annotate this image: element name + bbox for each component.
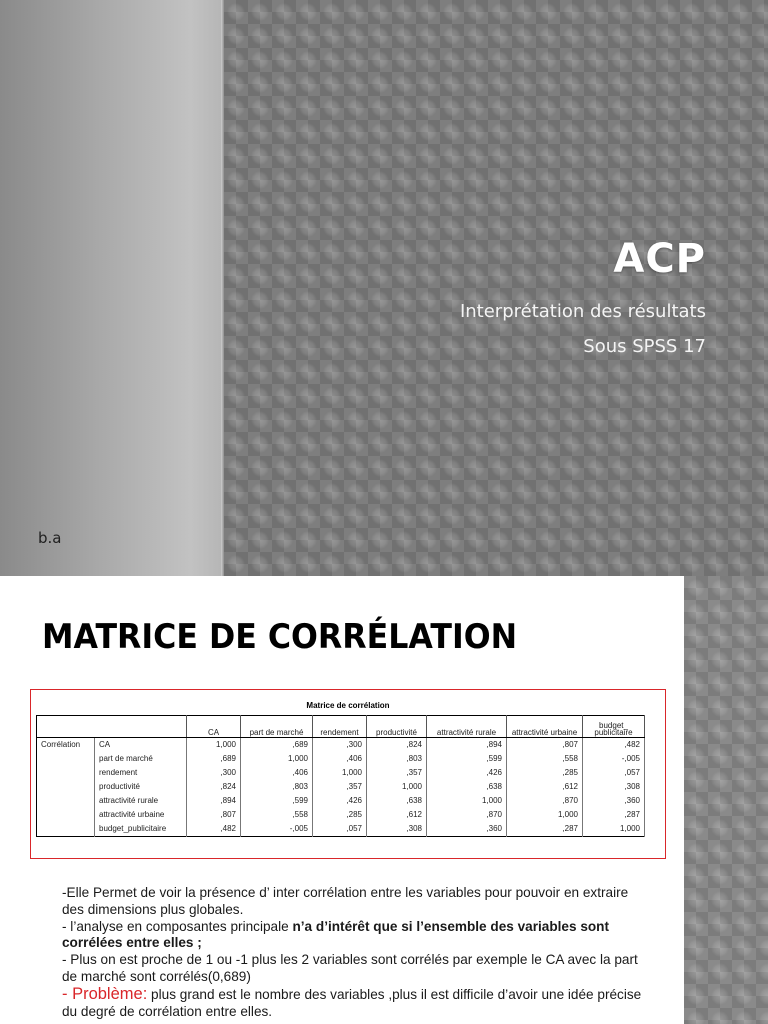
slide-patterned-panel xyxy=(224,0,768,576)
table-cell: ,894 xyxy=(187,794,241,808)
table-cell: ,824 xyxy=(367,738,427,752)
table-cell: ,599 xyxy=(427,752,507,766)
table-cell: ,406 xyxy=(241,766,313,780)
row-label: part de marché xyxy=(95,752,187,766)
table-cell: ,599 xyxy=(241,794,313,808)
paragraph xyxy=(62,986,647,1021)
table-row xyxy=(37,738,645,752)
table-cell: ,308 xyxy=(583,780,645,794)
table-cell: ,803 xyxy=(241,780,313,794)
table-frame xyxy=(30,689,666,859)
table-cell: ,894 xyxy=(427,738,507,752)
row-group-label xyxy=(37,752,95,766)
row-group-label xyxy=(37,822,95,836)
table-cell: -,005 xyxy=(241,822,313,836)
column-header: part de marché xyxy=(241,716,313,738)
table-cell: ,807 xyxy=(507,738,583,752)
table-cell: ,824 xyxy=(187,780,241,794)
table-cell: 1,000 xyxy=(427,794,507,808)
column-header: budget_ publicitaire xyxy=(583,716,645,738)
table-body xyxy=(37,738,645,837)
table-header-row xyxy=(37,716,645,738)
table-cell: ,638 xyxy=(367,794,427,808)
table-caption: Matrice de corrélation xyxy=(306,701,390,710)
table-row xyxy=(37,794,645,808)
column-header: CA xyxy=(187,716,241,738)
row-label: budget_publicitaire xyxy=(95,822,187,836)
table-cell: ,285 xyxy=(507,766,583,780)
table-cell: 1,000 xyxy=(507,808,583,822)
row-label: productivité xyxy=(95,780,187,794)
correlation-slide xyxy=(0,576,768,1024)
paragraph: - Plus on est proche de 1 ou -1 plus les 2 variables sont corrélés par exemple le CA avec la part de marché sont corrélés(0,689) xyxy=(62,952,638,984)
explanation-text xyxy=(62,885,647,1020)
table-cell: ,287 xyxy=(507,822,583,836)
table-cell: 1,000 xyxy=(313,766,367,780)
table-row xyxy=(37,766,645,780)
table-cell: ,612 xyxy=(507,780,583,794)
problem-label: - Problème: xyxy=(62,984,148,1003)
table-cell: ,360 xyxy=(427,822,507,836)
slide-subtitle-line1: Interprétation des résultats xyxy=(459,301,706,322)
table-cell: -,005 xyxy=(583,752,645,766)
table-cell: ,057 xyxy=(313,822,367,836)
row-group-label xyxy=(37,808,95,822)
table-cell: ,308 xyxy=(367,822,427,836)
table-cell: ,638 xyxy=(427,780,507,794)
table-cell: ,357 xyxy=(367,766,427,780)
table-row xyxy=(37,752,645,766)
row-label: attractivité rurale xyxy=(95,794,187,808)
table-row xyxy=(37,822,645,836)
paragraph xyxy=(62,919,647,953)
table-cell: ,300 xyxy=(187,766,241,780)
column-header: attractivité urbaine xyxy=(507,716,583,738)
table-cell: ,558 xyxy=(241,808,313,822)
table-cell: ,287 xyxy=(583,808,645,822)
slide-author: b.a xyxy=(38,529,62,547)
table-cell: ,426 xyxy=(427,766,507,780)
column-header: attractivité rurale xyxy=(427,716,507,738)
table-cell: ,870 xyxy=(427,808,507,822)
correlation-table xyxy=(36,715,645,837)
table-cell: ,406 xyxy=(313,752,367,766)
row-label: attractivité urbaine xyxy=(95,808,187,822)
table-cell: ,558 xyxy=(507,752,583,766)
table-cell: 1,000 xyxy=(187,738,241,752)
row-group-label xyxy=(37,766,95,780)
table-cell: ,689 xyxy=(187,752,241,766)
header-blank xyxy=(95,716,187,738)
table-cell: ,689 xyxy=(241,738,313,752)
slide-patterned-stripe xyxy=(684,576,768,1024)
table-cell: ,357 xyxy=(313,780,367,794)
paragraph-bold-text: n’a d’intérêt que si l’ensemble des variables sont corrélées entre elles ; xyxy=(62,918,610,951)
slide-title: MATRICE DE CORRÉLATION xyxy=(42,617,518,657)
row-label: rendement xyxy=(95,766,187,780)
slide-subtitle-line2: Sous SPSS 17 xyxy=(583,336,706,357)
slide-title: ACP xyxy=(613,236,706,282)
table-cell: 1,000 xyxy=(583,822,645,836)
row-group-label xyxy=(37,794,95,808)
table-cell: ,285 xyxy=(313,808,367,822)
row-group-label xyxy=(37,780,95,794)
paragraph: -Elle Permet de voir la présence d’ inter corrélation entre les variables pour pouvoir en extraire des dimensions plus globales. xyxy=(62,885,629,917)
table-cell: ,482 xyxy=(583,738,645,752)
table-cell: ,807 xyxy=(187,808,241,822)
table-cell: ,426 xyxy=(313,794,367,808)
table-cell: ,482 xyxy=(187,822,241,836)
table-cell: 1,000 xyxy=(241,752,313,766)
table-row xyxy=(37,780,645,794)
table-cell: ,803 xyxy=(367,752,427,766)
table-cell: ,612 xyxy=(367,808,427,822)
row-group-label: Corrélation xyxy=(37,738,95,752)
column-header: rendement xyxy=(313,716,367,738)
row-label: CA xyxy=(95,738,187,752)
table-cell: ,300 xyxy=(313,738,367,752)
table-cell: ,057 xyxy=(583,766,645,780)
paragraph-text: - l’analyse en composantes principale xyxy=(62,918,293,934)
table-row xyxy=(37,808,645,822)
slide-left-panel xyxy=(0,0,224,576)
table-cell: ,360 xyxy=(583,794,645,808)
paragraph-text: plus grand est le nombre des variables ,plus il est difficile d’avoir une idée précise du degré de corrélation entre elles. xyxy=(62,986,642,1019)
table-cell: ,870 xyxy=(507,794,583,808)
column-header: productivité xyxy=(367,716,427,738)
table-cell: 1,000 xyxy=(367,780,427,794)
header-blank xyxy=(37,716,95,738)
